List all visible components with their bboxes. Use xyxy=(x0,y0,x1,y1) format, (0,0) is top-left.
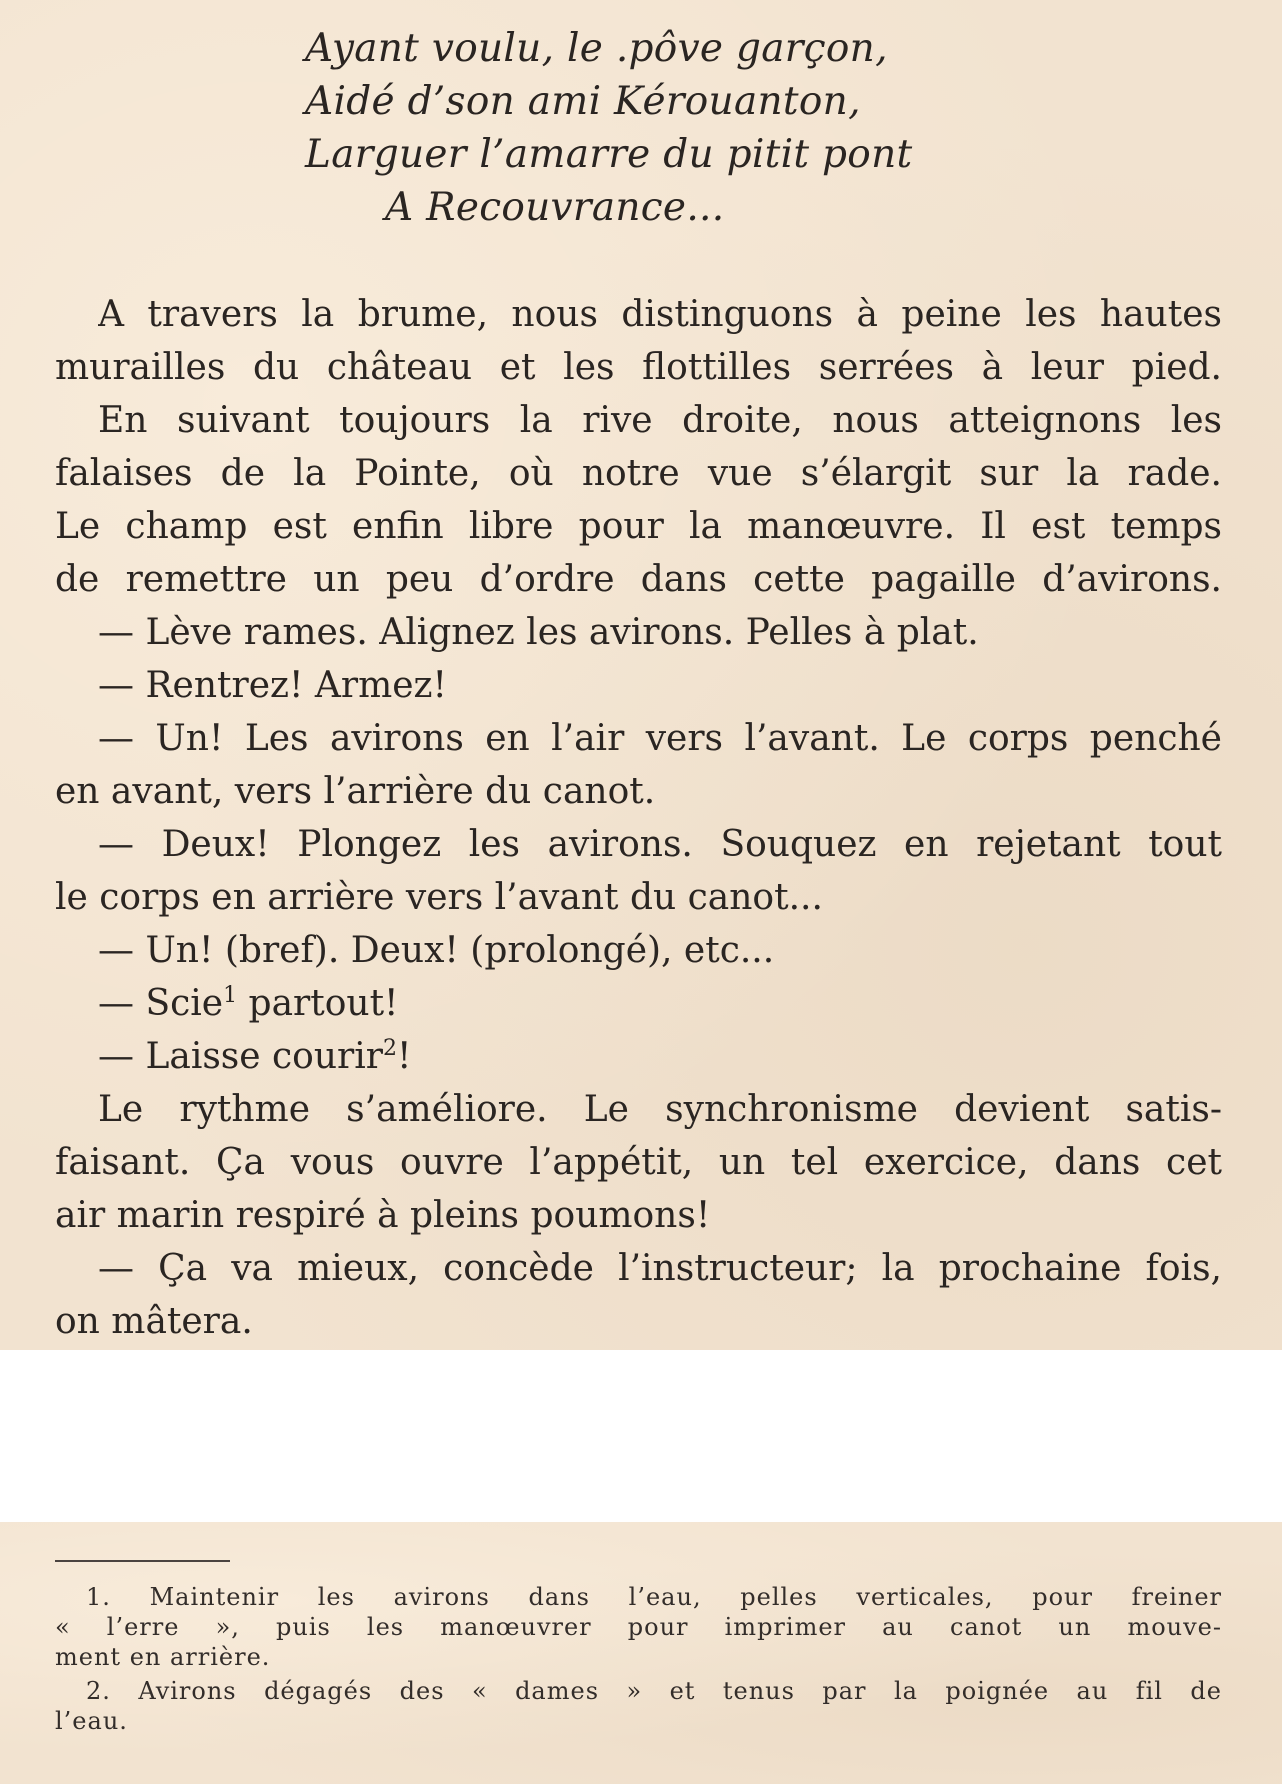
dialogue-text: — Scie xyxy=(98,983,224,1024)
poem-verse: Larguer l’amarre du pitit pont xyxy=(305,132,913,177)
footnote-ref-2: 2 xyxy=(382,1036,397,1061)
dialogue-text: — Laisse courir xyxy=(98,1036,383,1077)
dialogue-line xyxy=(98,977,399,1030)
dialogue-line: — Rentrez! Armez! xyxy=(98,665,447,706)
text-line: on mâtera. xyxy=(55,1301,253,1342)
text-line: Le champ est enfin libre pour la manœuvre. Il est temps xyxy=(55,506,1222,547)
text-line: faisant. Ça vous ouvre l’appétit, un tel exercice, dans cet xyxy=(55,1142,1222,1183)
poem-verse: A Recouvrance... xyxy=(385,185,725,230)
text-line: le corps en arrière vers l’avant du canot... xyxy=(55,877,823,918)
text-line: A travers la brume, nous distinguons à peine les hautes xyxy=(98,294,1222,335)
dialogue-line: — Lève rames. Alignez les avirons. Pelles à plat. xyxy=(98,612,979,653)
text-line: falaises de la Pointe, où notre vue s’élargit sur la rade. xyxy=(55,453,1222,494)
footnote-line: 1. Maintenir les avirons dans l’eau, pelles verticales, pour freiner xyxy=(86,1583,1222,1611)
dialogue-text: ! xyxy=(396,1036,412,1077)
text-line: en avant, vers l’arrière du canot. xyxy=(55,771,656,812)
poem-verse: Ayant voulu, le .pôve garçon, xyxy=(305,26,888,71)
dialogue-line xyxy=(98,1030,411,1083)
poem-verse: Aidé d’son ami Kérouanton, xyxy=(305,79,861,124)
text-line: murailles du château et les flottilles serrées à leur pied. xyxy=(55,347,1222,388)
text-line: Le rythme s’améliore. Le synchronisme devient satis- xyxy=(98,1089,1222,1130)
text-line: air marin respiré à pleins poumons! xyxy=(55,1195,711,1236)
dialogue-line: — Un! Les avirons en l’air vers l’avant. Le corps penché xyxy=(98,718,1222,759)
footnote-divider xyxy=(55,1560,230,1562)
dialogue-line: — Ça va mieux, concède l’instructeur; la prochaine fois, xyxy=(98,1248,1222,1289)
dialogue-text: partout! xyxy=(237,983,399,1024)
text-line: En suivant toujours la rive droite, nous atteignons les xyxy=(98,400,1222,441)
text-line: de remettre un peu d’ordre dans cette pagaille d’avirons. xyxy=(55,559,1222,600)
footnote-line: 2. Avirons dégagés des « dames » et tenus par la poignée au fil de xyxy=(86,1677,1222,1705)
footnote-line: ment en arrière. xyxy=(55,1643,271,1671)
footnote-line: « l’erre », puis les manœuvrer pour imprimer au canot un mouve- xyxy=(55,1613,1222,1641)
dialogue-line: — Un! (bref). Deux! (prolongé), etc... xyxy=(98,930,775,971)
footnote-line: l’eau. xyxy=(55,1707,128,1735)
footnote-ref-1: 1 xyxy=(223,983,238,1008)
dialogue-line: — Deux! Plongez les avirons. Souquez en rejetant tout xyxy=(98,824,1222,865)
